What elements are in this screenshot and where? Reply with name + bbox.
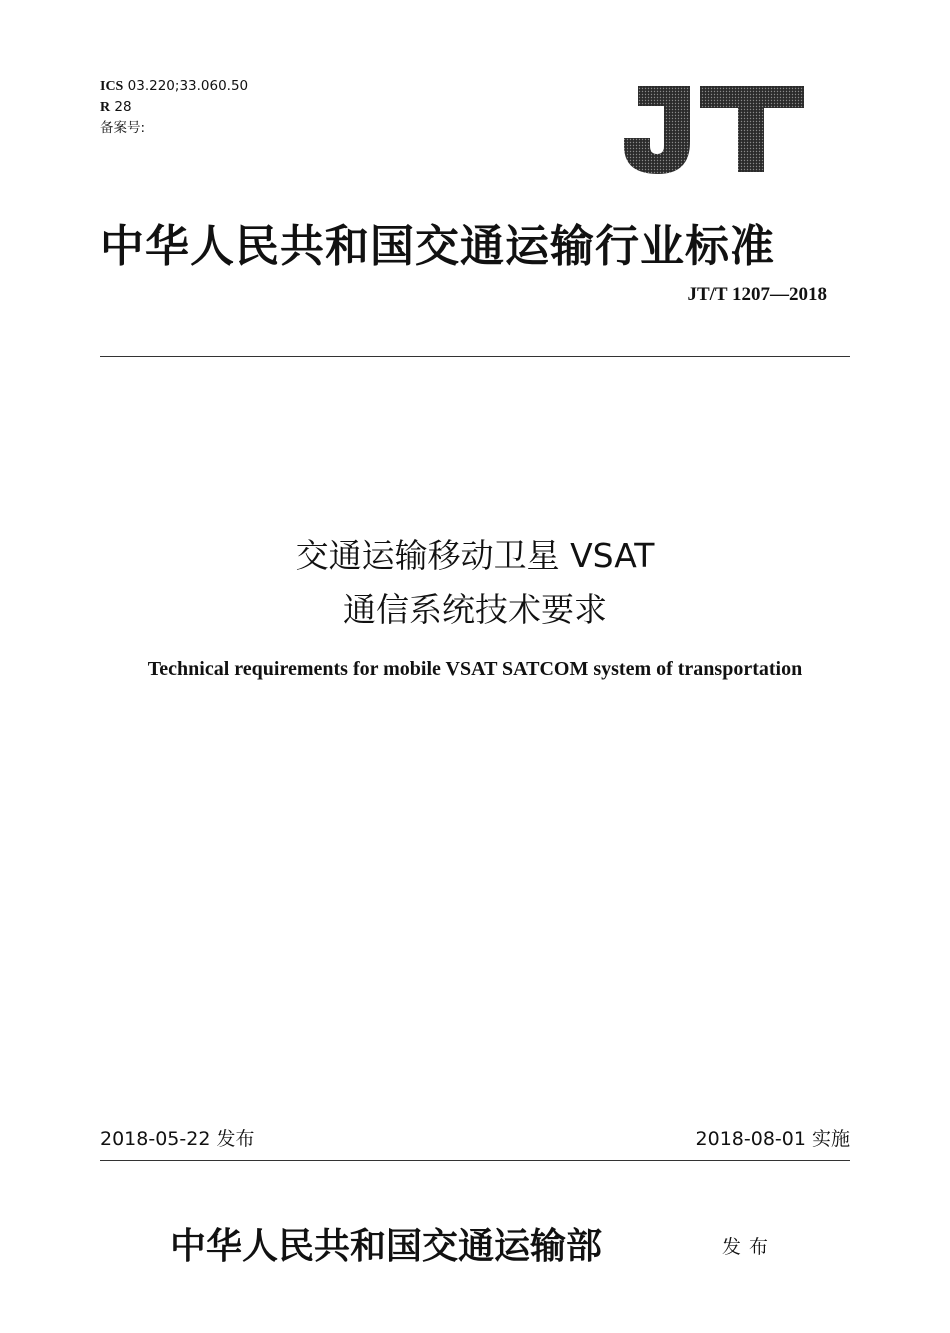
standard-category-title: 中华人民共和国交通运输行业标准	[100, 221, 775, 272]
ccs-code: 28	[114, 99, 132, 115]
top-divider	[100, 356, 850, 357]
issuing-authority-suffix: 发布	[722, 1236, 777, 1258]
classification-block	[100, 76, 248, 139]
standard-number: JT/T 1207—2018	[687, 284, 827, 305]
document-title-en: Technical requirements for mobile VSAT SATCOM system of transportation	[147, 658, 803, 680]
document-title-zh-line2: 通信系统技术要求	[343, 590, 607, 629]
ccs-line	[100, 97, 248, 118]
ics-prefix: ICS	[100, 79, 124, 94]
implementation-date: 2018-08-01 实施	[695, 1128, 850, 1150]
filing-number-label: 备案号:	[100, 120, 146, 136]
ccs-prefix: R	[100, 100, 111, 115]
ics-code: 03.220;33.060.50	[127, 78, 249, 94]
issue-date: 2018-05-22 发布	[100, 1128, 255, 1150]
document-title-zh-line1: 交通运输移动卫星 VSAT	[295, 536, 655, 575]
issuing-authority: 中华人民共和国交通运输部	[170, 1225, 603, 1267]
jt-logo	[620, 84, 810, 176]
bottom-divider	[100, 1160, 850, 1161]
ics-line	[100, 76, 248, 97]
